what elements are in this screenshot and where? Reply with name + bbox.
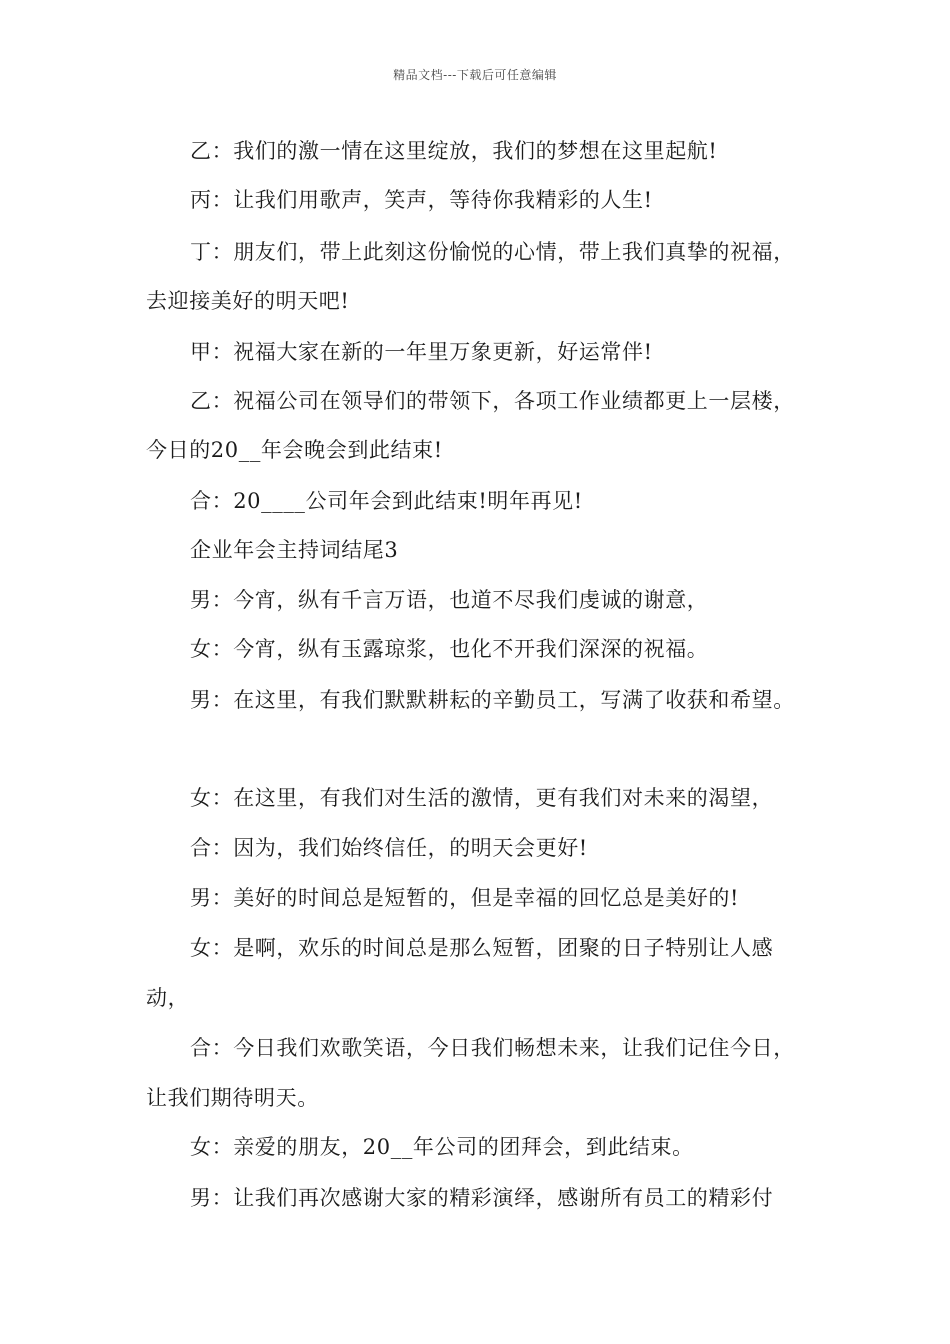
dialogue-line: 乙：我们的激一情在这里绽放，我们的梦想在这里起航!	[190, 139, 718, 163]
dialogue-line: 女：今宵，纵有玉露琼浆，也化不开我们深深的祝福。	[190, 637, 709, 661]
page-header: 精品文档---下载后可任意编辑	[393, 68, 557, 82]
dialogue-line: 男：让我们再次感谢大家的精彩演绎，感谢所有员工的精彩付	[190, 1186, 774, 1210]
dialogue-line-continued: 今日的20__年会晚会到此结束!	[146, 438, 443, 462]
dialogue-line: 乙：祝福公司在领导们的带领下，各项工作业绩都更上一层楼，	[190, 389, 795, 413]
dialogue-line: 合：因为，我们始终信任，的明天会更好!	[190, 836, 588, 860]
dialogue-line: 男：在这里，有我们默默耕耘的辛勤员工，写满了收获和希望。	[190, 688, 795, 712]
dialogue-line: 合：今日我们欢歌笑语，今日我们畅想未来，让我们记住今日，	[190, 1036, 795, 1060]
dialogue-line: 男：今宵，纵有千言万语，也道不尽我们虔诚的谢意，	[190, 588, 709, 612]
dialogue-line-continued: 去迎接美好的明天吧!	[146, 289, 350, 313]
dialogue-line: 男：美好的时间总是短暂的，但是幸福的回忆总是美好的!	[190, 886, 740, 910]
section-title: 企业年会主持词结尾3	[190, 538, 399, 562]
dialogue-line: 合：20____公司年会到此结束!明年再见!	[190, 489, 583, 513]
dialogue-line-continued: 让我们期待明天。	[146, 1086, 319, 1110]
dialogue-line: 丙：让我们用歌声，笑声，等待你我精彩的人生!	[190, 188, 653, 212]
dialogue-line: 女：是啊，欢乐的时间总是那么短暂，团聚的日子特别让人感	[190, 936, 774, 960]
dialogue-line: 女：在这里，有我们对生活的激情，更有我们对未来的渴望，	[190, 786, 774, 810]
dialogue-line: 丁：朋友们，带上此刻这份愉悦的心情，带上我们真挚的祝福，	[190, 240, 795, 264]
dialogue-line-continued: 动，	[146, 986, 190, 1010]
dialogue-line: 女：亲爱的朋友，20__年公司的团拜会，到此结束。	[190, 1135, 694, 1159]
dialogue-line: 甲：祝福大家在新的一年里万象更新，好运常伴!	[190, 340, 653, 364]
